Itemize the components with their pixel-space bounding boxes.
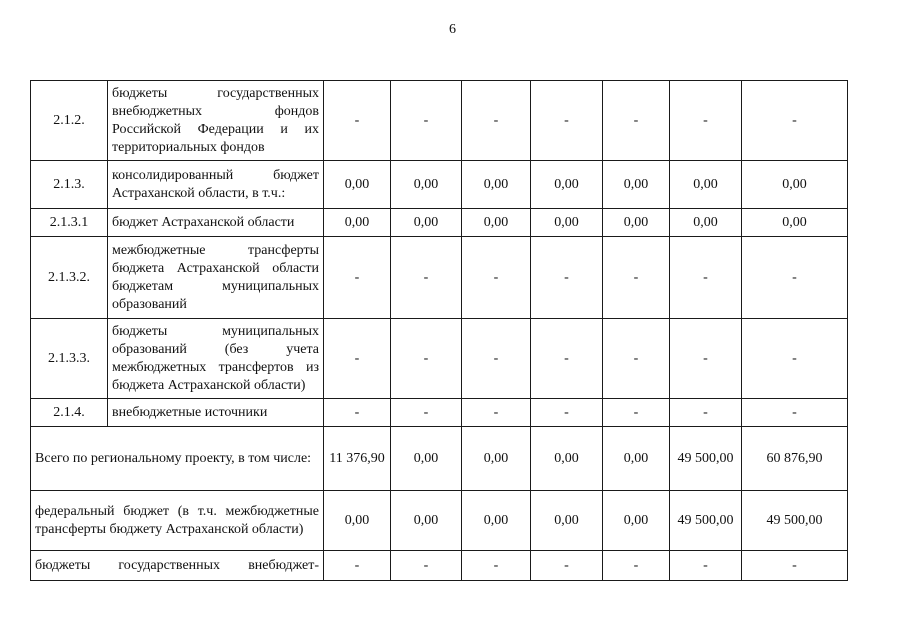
value-cell: - (324, 551, 391, 581)
row-name: бюджеты муниципальных образований (без учета межбюджетных трансфертов из бюджета Астраханской области) (108, 319, 324, 399)
row-number: 2.1.2. (31, 81, 108, 161)
value-cell: - (670, 319, 742, 399)
value-cell: - (324, 81, 391, 161)
value-cell: 0,00 (324, 161, 391, 209)
value-cell: 0,00 (324, 491, 391, 551)
value-cell: 0,00 (742, 209, 848, 237)
value-cell: 0,00 (603, 209, 670, 237)
table-row (31, 491, 848, 551)
row-number: 2.1.4. (31, 399, 108, 427)
value-cell: 0,00 (742, 161, 848, 209)
value-cell: 49 500,00 (742, 491, 848, 551)
row-name: внебюджетные источники (108, 399, 324, 427)
value-cell: 0,00 (531, 491, 603, 551)
value-cell: 0,00 (391, 427, 462, 491)
value-cell: 0,00 (531, 427, 603, 491)
row-name: Всего по региональному проекту, в том числе: (31, 427, 324, 491)
value-cell: - (742, 237, 848, 319)
row-number: 2.1.3.1 (31, 209, 108, 237)
value-cell: 0,00 (531, 209, 603, 237)
value-cell: 0,00 (391, 209, 462, 237)
value-cell: - (391, 399, 462, 427)
value-cell: - (531, 237, 603, 319)
table-row (31, 237, 848, 319)
value-cell: - (670, 399, 742, 427)
table-row (31, 81, 848, 161)
value-cell: - (391, 237, 462, 319)
table-row (31, 399, 848, 427)
value-cell: - (531, 319, 603, 399)
value-cell: 0,00 (462, 491, 531, 551)
value-cell: - (531, 551, 603, 581)
value-cell: 49 500,00 (670, 491, 742, 551)
value-cell: - (391, 319, 462, 399)
value-cell: 60 876,90 (742, 427, 848, 491)
value-cell: 0,00 (391, 161, 462, 209)
value-cell: 0,00 (670, 161, 742, 209)
table-row (31, 319, 848, 399)
table-row (31, 427, 848, 491)
value-cell: - (603, 81, 670, 161)
row-name: консолидированный бюджет Астраханской области, в т.ч.: (108, 161, 324, 209)
value-cell: 0,00 (462, 209, 531, 237)
budget-table (30, 80, 848, 581)
page-number: 6 (449, 22, 456, 37)
value-cell: - (531, 81, 603, 161)
value-cell: - (670, 237, 742, 319)
value-cell: 11 376,90 (324, 427, 391, 491)
value-cell: - (462, 81, 531, 161)
row-name: межбюджетные трансферты бюджета Астраханской области бюджетам муниципальных образований (108, 237, 324, 319)
value-cell: - (462, 399, 531, 427)
table-row (31, 551, 848, 581)
row-name: бюджеты государственных внебюджетных фондов Российской Федерации и их территориальных фондов (108, 81, 324, 161)
value-cell: - (324, 399, 391, 427)
value-cell: - (603, 319, 670, 399)
table-row (31, 209, 848, 237)
row-number: 2.1.3. (31, 161, 108, 209)
row-number: 2.1.3.3. (31, 319, 108, 399)
value-cell: 0,00 (603, 161, 670, 209)
row-number: 2.1.3.2. (31, 237, 108, 319)
value-cell: - (603, 551, 670, 581)
value-cell: - (742, 551, 848, 581)
value-cell: 0,00 (531, 161, 603, 209)
value-cell: 0,00 (391, 491, 462, 551)
value-cell: 0,00 (462, 161, 531, 209)
value-cell: - (742, 319, 848, 399)
value-cell: - (324, 319, 391, 399)
row-name: бюджет Астраханской области (108, 209, 324, 237)
value-cell: 0,00 (324, 209, 391, 237)
value-cell: - (742, 399, 848, 427)
value-cell: - (462, 237, 531, 319)
value-cell: - (742, 81, 848, 161)
value-cell: 0,00 (670, 209, 742, 237)
value-cell: - (531, 399, 603, 427)
value-cell: - (670, 551, 742, 581)
row-name: федеральный бюджет (в т.ч. межбюджетные трансферты бюджету Астраханской области) (31, 491, 324, 551)
value-cell: - (391, 551, 462, 581)
value-cell: - (462, 551, 531, 581)
value-cell: 0,00 (462, 427, 531, 491)
value-cell: - (324, 237, 391, 319)
value-cell: 0,00 (603, 491, 670, 551)
row-name: бюджеты государственных внебюджет- (31, 551, 324, 581)
value-cell: 0,00 (603, 427, 670, 491)
table-row (31, 161, 848, 209)
value-cell: - (391, 81, 462, 161)
value-cell: - (462, 319, 531, 399)
value-cell: - (603, 237, 670, 319)
value-cell: 49 500,00 (670, 427, 742, 491)
value-cell: - (670, 81, 742, 161)
value-cell: - (603, 399, 670, 427)
